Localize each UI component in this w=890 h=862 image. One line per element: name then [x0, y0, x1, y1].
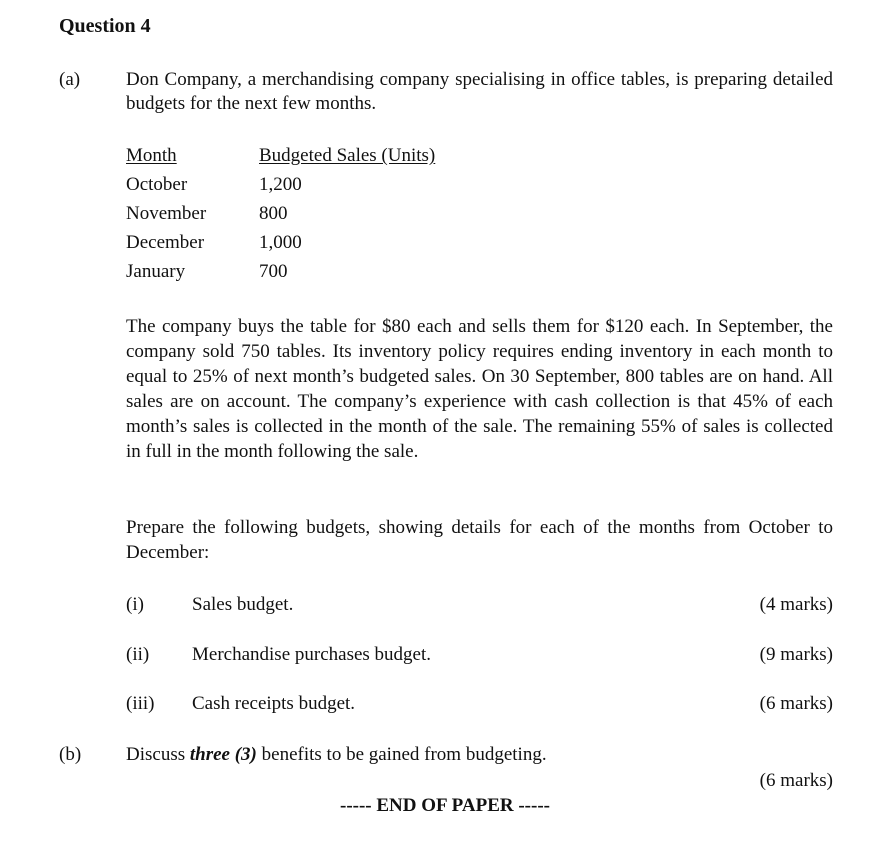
task-item: [126, 692, 833, 716]
budgeted-sales-table: [126, 144, 435, 289]
task-text: Sales budget.: [192, 594, 294, 615]
month-cell: November: [126, 203, 207, 224]
task-item: [126, 643, 833, 667]
task-marks: (9 marks): [759, 644, 833, 665]
sales-cell: 1,000: [259, 232, 302, 253]
sales-header: Budgeted Sales (Units): [259, 145, 436, 166]
task-number: (iii): [126, 693, 155, 714]
table-row: [126, 231, 435, 260]
table-row: [126, 202, 435, 231]
task-text: Merchandise purchases budget.: [192, 644, 432, 665]
sales-cell: 700: [259, 261, 288, 282]
question-title: Question 4: [59, 15, 151, 37]
task-number: (i): [126, 594, 144, 615]
table-header-row: [126, 144, 435, 173]
end-of-paper: ----- END OF PAPER -----: [340, 795, 550, 816]
task-marks: (4 marks): [759, 594, 833, 615]
sales-cell: 1,200: [259, 174, 302, 195]
table-row: [126, 173, 435, 202]
part-b-marks: (6 marks): [759, 770, 833, 791]
part-a-label: (a): [59, 69, 81, 90]
month-cell: January: [126, 261, 186, 282]
month-cell: December: [126, 232, 205, 253]
month-header: Month: [126, 145, 177, 166]
part-b-emphasis: three (3): [189, 744, 257, 765]
task-marks: (6 marks): [759, 693, 833, 714]
part-a-details: The company buys the table for $80 each and sells them for $120 each. In September, the company sold 750 tables. Its inventory policy requires ending inventory in each month to equal to 25% of next month’s budgeted sales. On 30 September, 800 tables are on hand. All sales are on account. The company’s experience with cash collection is that 45% of each month’s sales is collected in the month of the sale. The remaining 55% of sales is collected in full in the month following the sale.: [126, 316, 833, 462]
sales-cell: 800: [259, 203, 288, 224]
part-b-label: (b): [59, 744, 82, 765]
part-b-text: [126, 743, 833, 767]
month-cell: October: [126, 174, 188, 195]
part-b-text-before: Discuss: [126, 744, 190, 765]
part-a-intro: Don Company, a merchandising company specialising in office tables, is preparing detailed budgets for the next few months.: [126, 69, 833, 114]
task-text: Cash receipts budget.: [192, 693, 356, 714]
part-a-instruction: Prepare the following budgets, showing details for each of the months from October to December:: [126, 517, 833, 563]
table-row: [126, 260, 435, 289]
part-b-text-after: benefits to be gained from budgeting.: [256, 744, 547, 765]
task-item: [126, 593, 833, 617]
task-number: (ii): [126, 644, 150, 665]
